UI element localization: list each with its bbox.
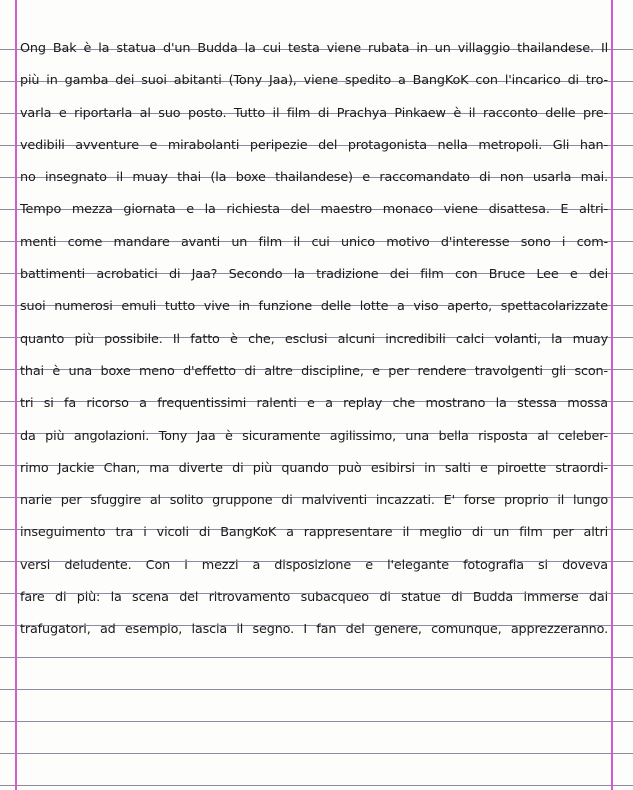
text-line: varla e riportarla al suo posto. Tutto il film di Prachya Pinkaew è il racconto delle pre-	[20, 105, 608, 121]
text-line: da più angolazioni. Tony Jaa è sicuramente agilissimo, una bella risposta al celeber-	[20, 428, 608, 444]
text-line: vedibili avventure e mirabolanti peripezie del protagonista nella metropoli. Gli han-	[20, 137, 608, 153]
text-line: battimenti acrobatici di Jaa? Secondo la tradizione dei film con Bruce Lee e dei	[20, 267, 608, 283]
text-line: rimo Jackie Chan, ma diverte di più quando può esibirsi in salti e piroette straordi-	[20, 460, 608, 476]
text-line: narie per sfuggire al solito gruppone di malviventi incazzati. E' forse proprio il lungo	[20, 493, 608, 509]
text-line: no insegnato il muay thai (la boxe thailandese) e raccomandato di non usarla mai.	[20, 170, 608, 186]
text-line: versi deludente. Con i mezzi a disposizione e l'elegante fotografia si doveva	[20, 557, 608, 573]
left-margin-line	[15, 0, 17, 790]
text-line: menti come mandare avanti un film il cui unico motivo d'interesse sono i com-	[20, 234, 608, 250]
right-margin-line	[611, 0, 613, 790]
text-line: quanto più possibile. Il fatto è che, esclusi alcuni incredibili calci volanti, la muay	[20, 331, 608, 347]
text-line: Tempo mezza giornata e la richiesta del maestro monaco viene disattesa. E altri-	[20, 202, 608, 218]
text-line: suoi numerosi emuli tutto vive in funzione delle lotte a viso aperto, spettacolarizzate	[20, 299, 608, 315]
text-line: Ong Bak è la statua d'un Budda la cui testa viene rubata in un villaggio thailandese. Il	[20, 41, 608, 56]
text-line: più in gamba dei suoi abitanti (Tony Jaa), viene spedito a BangKoK con l'incarico di tro-	[20, 73, 608, 89]
text-line: thai è una boxe meno d'effetto di altre discipline, e per rendere travolgenti gli scon-	[20, 363, 608, 379]
text-line: trafugatori, ad esempio, lascia il segno. I fan del genere, comunque, apprezzeranno.	[20, 622, 608, 638]
handwritten-text	[20, 33, 608, 647]
text-line: tri si fa ricorso a frequentissimi ralenti e a replay che mostrano la stessa mossa	[20, 396, 608, 412]
text-line: fare di più: la scena del ritrovamento subacqueo di statue di Budda immerse dai	[20, 590, 608, 606]
text-line: inseguimento tra i vicoli di BangKoK a rappresentare il meglio di un film per altri	[20, 525, 608, 541]
